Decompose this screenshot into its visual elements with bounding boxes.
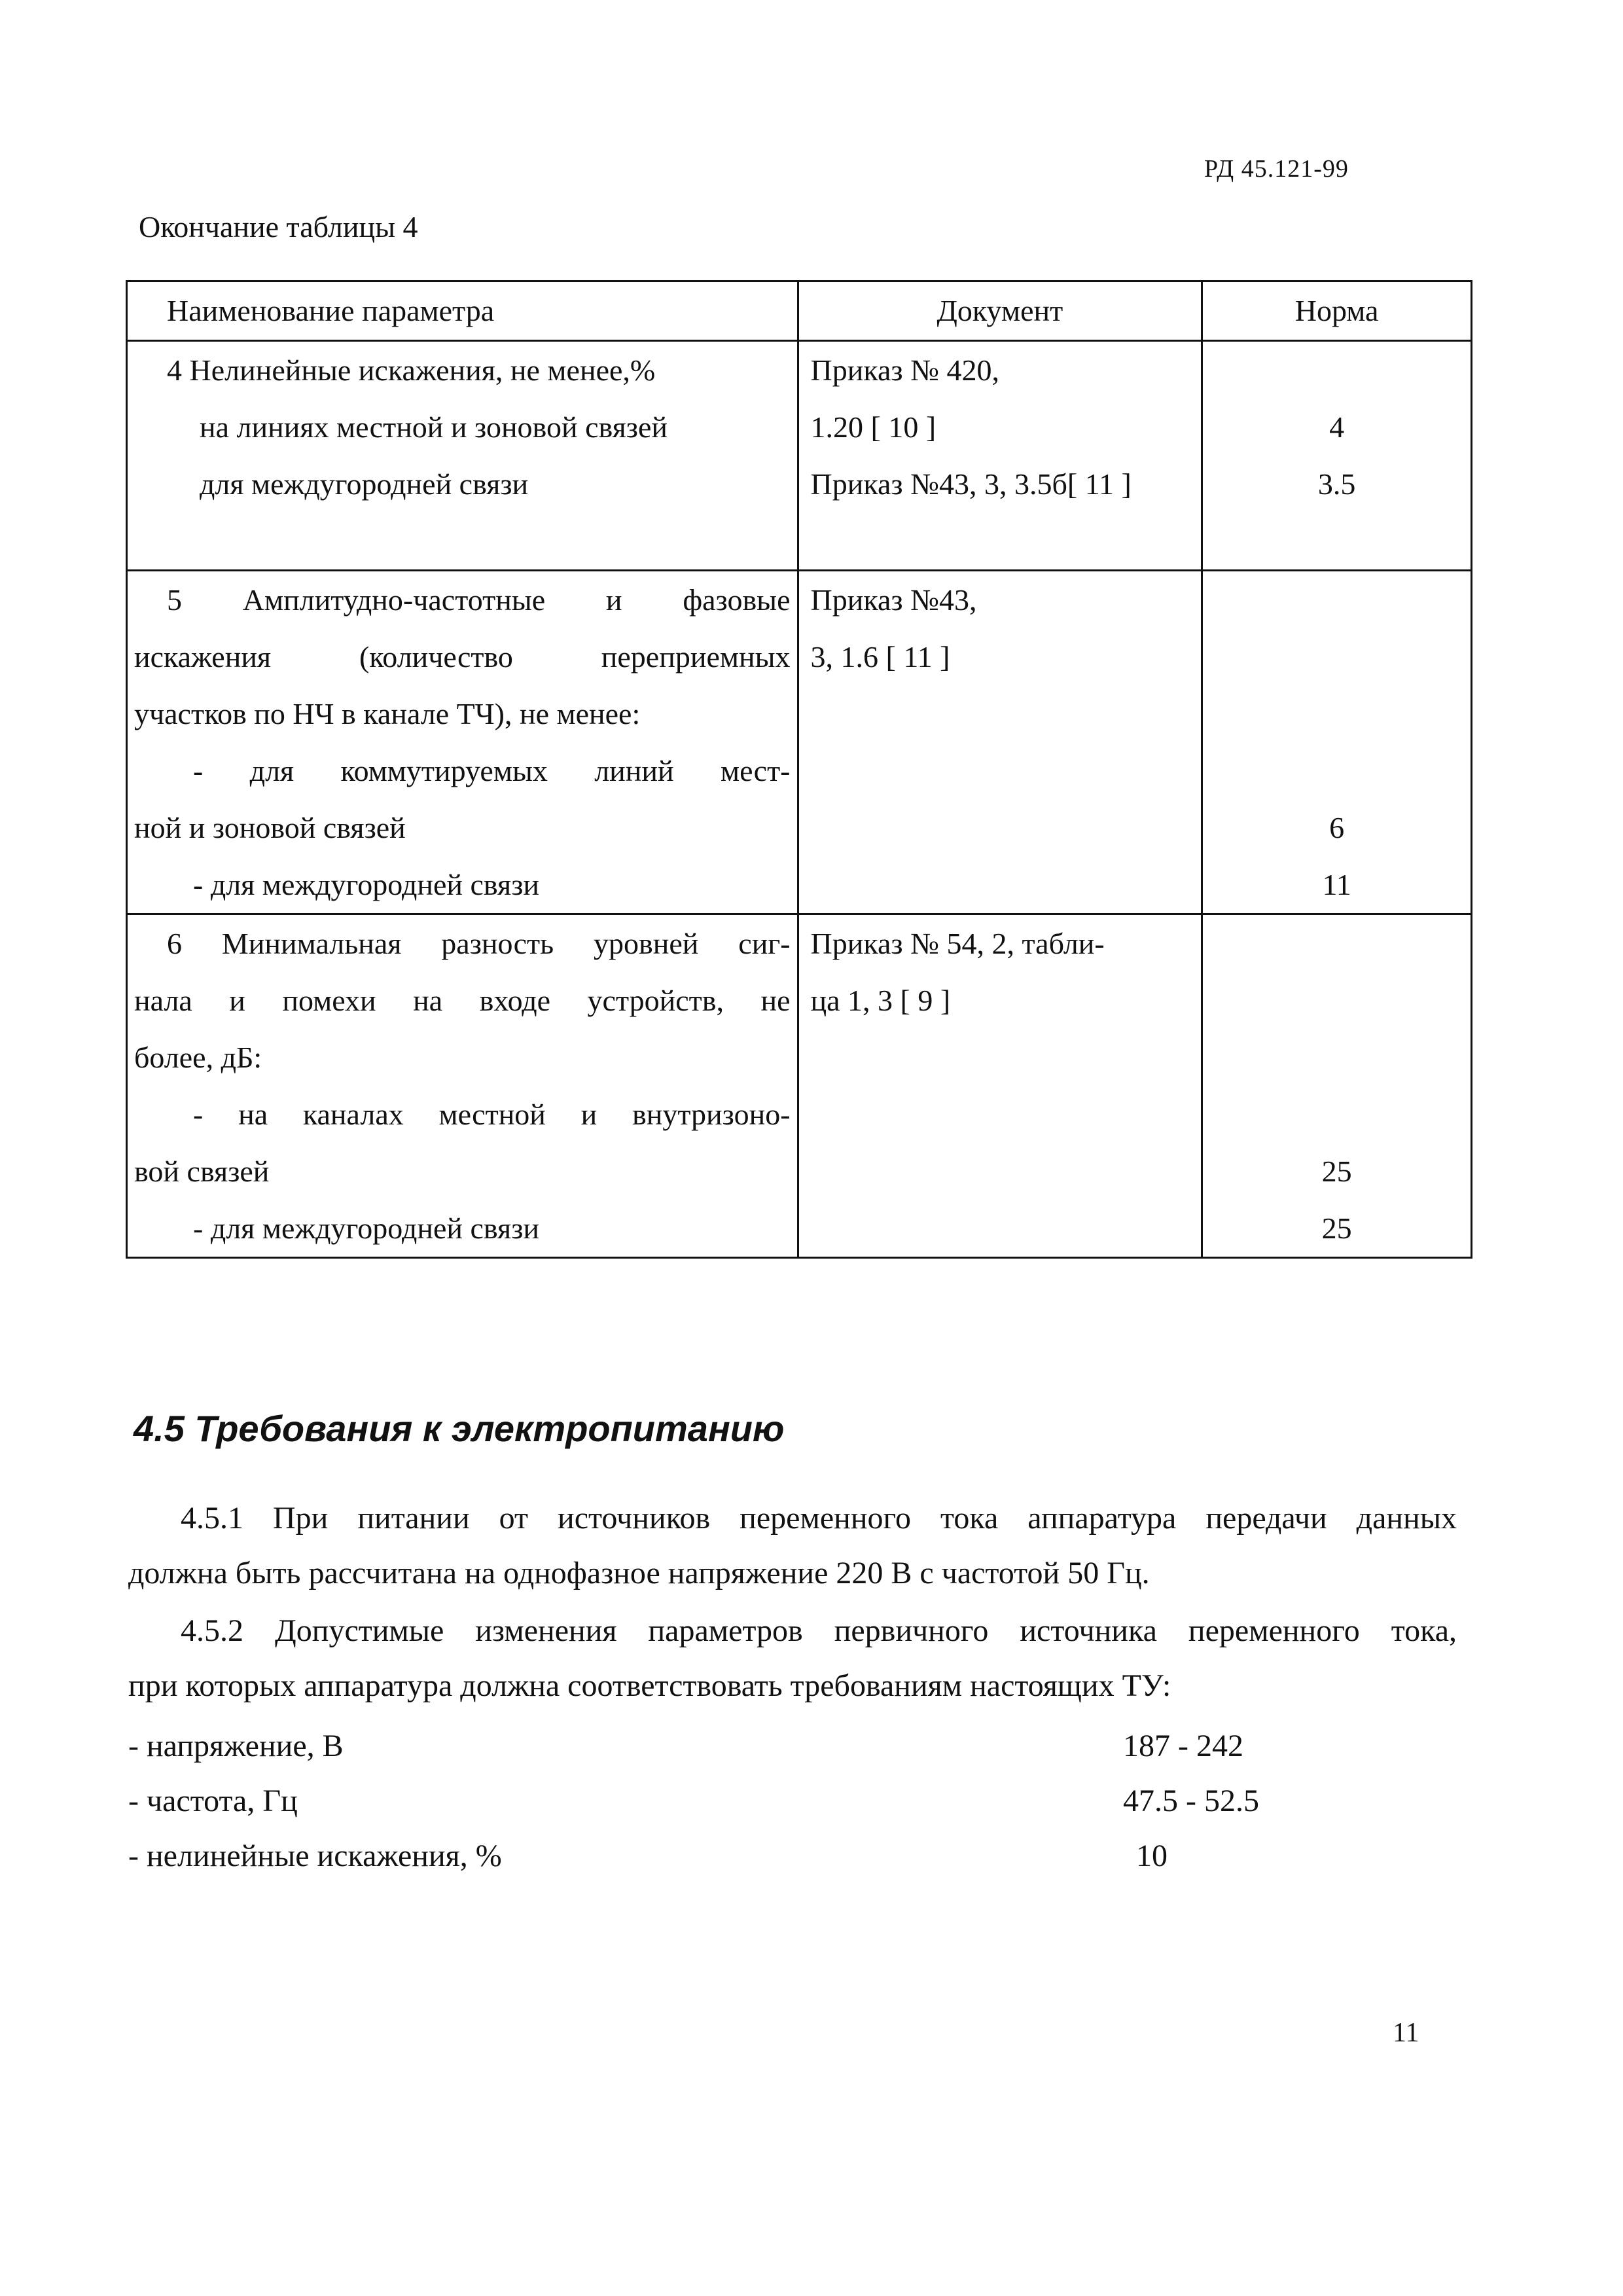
norm-value <box>1203 571 1471 628</box>
document-cell <box>798 571 1202 914</box>
section-title: 4.5 Требования к электропитанию <box>134 1408 785 1449</box>
param-line: - для междугородней связи <box>193 1211 539 1245</box>
paragraph-continuation: при которых аппаратура должна соответствовать требованиям настоящих ТУ: <box>128 1668 1171 1703</box>
spec-item-voltage <box>128 1728 1243 1764</box>
norm-value <box>1203 685 1471 742</box>
document-line: ца 1, 3 [ 9 ] <box>810 984 951 1017</box>
param-line: искажения (количество переприемных <box>134 640 791 673</box>
table-header-row <box>127 281 1472 341</box>
norm-value <box>1203 342 1471 399</box>
paragraph-4-5-1 <box>128 1491 1457 1601</box>
param-cell <box>127 341 798 571</box>
param-line: - для междугородней связи <box>193 868 539 901</box>
paragraph-first-line: 4.5.1 При питании от источников переменного тока аппаратура передачи данных <box>181 1501 1457 1535</box>
param-line: участков по НЧ в канале ТЧ), не менее: <box>134 697 641 730</box>
spec-item-frequency <box>128 1783 1259 1819</box>
paragraph-first-line: 4.5.2 Допустимые изменения параметров первичного источника переменного тока, <box>181 1613 1457 1648</box>
parameters-table <box>126 280 1472 1259</box>
norm-value: 11 <box>1322 868 1351 901</box>
document-cell <box>798 914 1202 1258</box>
norm-value: 4 <box>1329 410 1345 444</box>
document-line: Приказ № 54, 2, табли- <box>810 927 1105 960</box>
norm-value: 25 <box>1321 1155 1352 1188</box>
norm-value <box>1203 628 1471 685</box>
param-line: - для коммутируемых линий мест- <box>193 754 791 787</box>
column-header-parameter: Наименование параметра <box>127 281 798 341</box>
param-line: более, дБ: <box>134 1041 262 1074</box>
param-cell <box>127 571 798 914</box>
param-line: 6 Минимальная разность уровней сиг- <box>167 927 791 960</box>
document-line: Приказ №43, <box>810 583 977 617</box>
document-code: РД 45.121-99 <box>1204 155 1349 183</box>
norm-cell <box>1202 571 1472 914</box>
document-cell <box>798 341 1202 571</box>
param-line: вой связей <box>134 1155 270 1188</box>
column-header-norm: Норма <box>1202 281 1472 341</box>
spec-label: - частота, Гц <box>128 1784 298 1818</box>
document-line: Приказ № 420, <box>810 353 999 387</box>
table-row <box>127 914 1472 1258</box>
param-line: нала и помехи на входе устройств, не <box>134 984 791 1017</box>
document-line: 1.20 [ 10 ] <box>810 410 936 444</box>
table-caption: Окончание таблицы 4 <box>139 210 418 243</box>
spec-value: 10 <box>1136 1839 1168 1873</box>
norm-value <box>1203 1086 1471 1143</box>
norm-value: 25 <box>1321 1211 1352 1245</box>
norm-value <box>1203 972 1471 1029</box>
page-number: 11 <box>1393 2018 1419 2048</box>
norm-cell <box>1202 341 1472 571</box>
spec-label: - нелинейные искажения, % <box>128 1839 502 1873</box>
document-line: Приказ №43, 3, 3.5б[ 11 ] <box>810 467 1132 501</box>
document-line: 3, 1.6 [ 11 ] <box>810 640 950 673</box>
param-line: на линиях местной и зоновой связей <box>200 410 668 444</box>
column-header-document: Документ <box>798 281 1202 341</box>
norm-value <box>1203 742 1471 799</box>
param-line: для междугородней связи <box>200 467 529 501</box>
spec-value: 187 - 242 <box>1123 1729 1243 1763</box>
spec-item-distortion <box>128 1838 1168 1874</box>
paragraph-continuation: должна быть рассчитана на однофазное напряжение 220 В с частотой 50 Гц. <box>128 1556 1150 1590</box>
norm-value: 3.5 <box>1317 467 1356 501</box>
table-row <box>127 571 1472 914</box>
param-line: - на каналах местной и внутризоно- <box>193 1098 791 1131</box>
param-line: ной и зоновой связей <box>134 811 406 844</box>
norm-value <box>1203 1029 1471 1086</box>
param-cell <box>127 914 798 1258</box>
norm-cell <box>1202 914 1472 1258</box>
param-line: 5 Амплитудно-частотные и фазовые <box>167 583 791 617</box>
spec-label: - напряжение, В <box>128 1729 344 1763</box>
norm-value <box>1203 915 1471 972</box>
spec-value: 47.5 - 52.5 <box>1123 1784 1259 1818</box>
table-row <box>127 341 1472 571</box>
paragraph-4-5-2 <box>128 1604 1457 1713</box>
param-line: 4 Нелинейные искажения, не менее,% <box>167 353 656 387</box>
norm-value: 6 <box>1329 811 1345 844</box>
